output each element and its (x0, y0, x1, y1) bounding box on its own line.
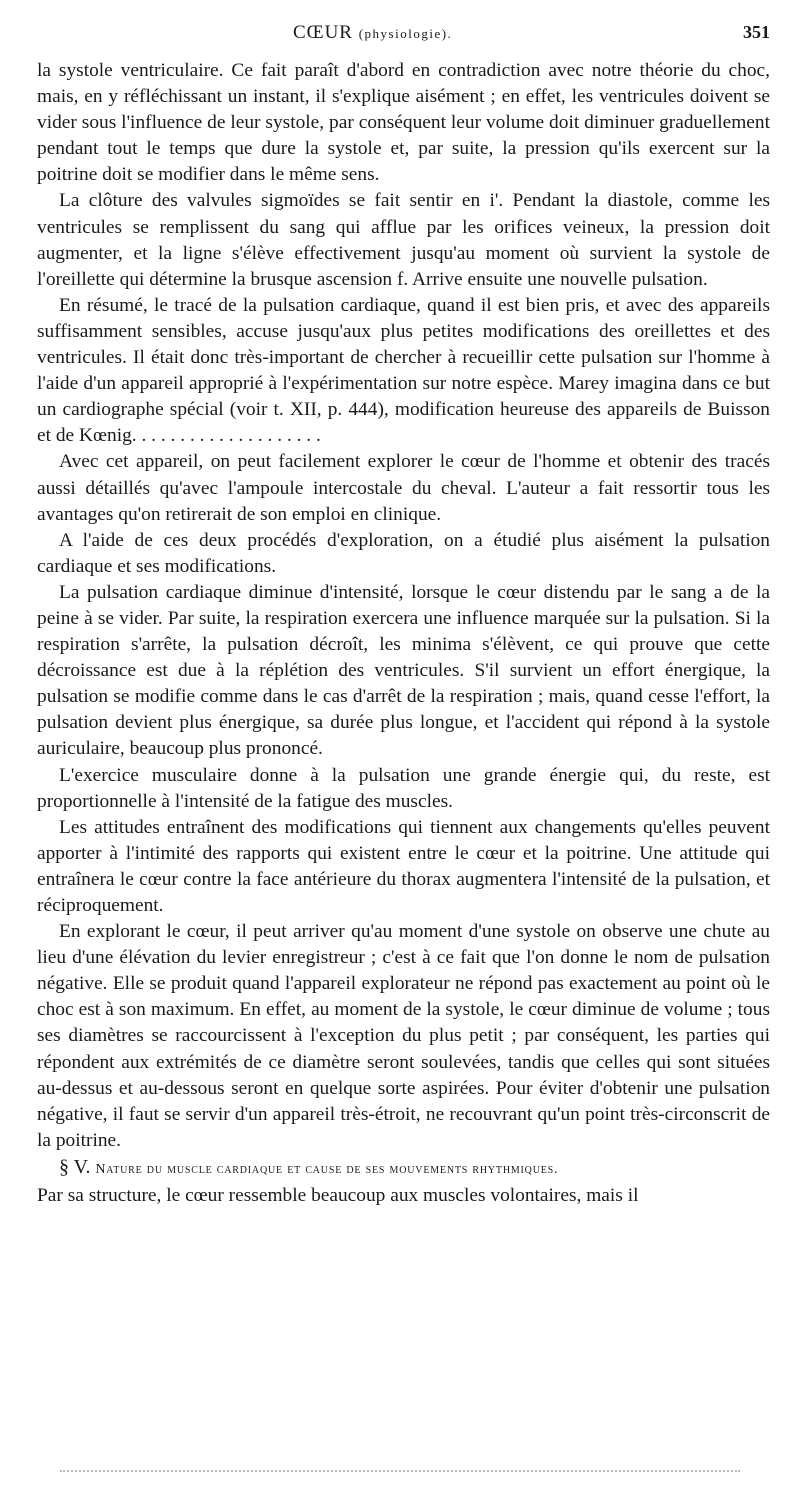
section-paragraph: Par sa structure, le cœur ressemble beaucoup aux muscles volontaires, mais il (37, 1185, 639, 1207)
title-sub: (physiologie). (358, 26, 453, 41)
paragraph: En résumé, le tracé de la pulsation cardiaque, quand il est bien pris, et avec des appareils suffisamment sensibles, accuse jusqu'aux plus petites modifications des oreillettes et des ventricules. Il était donc très-important de chercher à recueillir cette pulsation sur l'homme à l'aide d'un appareil approprié à l'expérimentation sur notre espèce. Marey imagina dans ce but un cardiographe spécial (voir t. XII, p. 444), modification heureuse des appareils de Buisson et de Kœnig. . . . . . . . . . . . . . . . . . . . (37, 294, 770, 447)
footer-rule (60, 1470, 740, 1472)
paragraph: Avec cet appareil, on peut facilement explorer le cœur de l'homme et obtenir des tracés aussi détaillés qu'avec l'ampoule intercostale du cheval. L'auteur a fait ressortir tous les avantages qu'on retirerait de son emploi en clinique. (37, 451, 770, 525)
paragraph-continued: la systole ventriculaire. Ce fait paraît d'abord en contradiction avec notre théorie du choc, mais, en y réfléchissant un instant, il s'explique aisément ; en effet, les ventricules doivent se vider sous l'influence de leur systole, par conséquent leur volume doit diminuer graduellement pendant tout le temps que dure la systole et, par suite, la pression qu'ils exercent sur la poitrine doit se modifier dans le même sens. (37, 60, 770, 186)
paragraph: La clôture des valvules sigmoïdes se fait sentir en i'. Pendant la diastole, comme les ventricules se remplissent du sang qui afflue par les orifices veineux, la pression doit augmenter, et la ligne s'élève effectivement jusqu'au moment où survient la systole de l'oreillette qui détermine la brusque ascension f. Arrive ensuite une nouvelle pulsation. (37, 190, 770, 290)
title-main: CŒUR (293, 22, 353, 43)
section-title: Nature du muscle cardiaque et cause de ses mouvements rhythmiques. (95, 1161, 559, 1177)
paragraph: A l'aide de ces deux procédés d'exploration, on a étudié plus aisément la pulsation cardiaque et ses modifications. (37, 529, 770, 577)
paragraph: La pulsation cardiaque diminue d'intensité, lorsque le cœur distendu par le sang a de la peine à se vider. Par suite, la respiration exercera une influence marquée sur la pulsation. Si la respiration s'arrête, la pulsation décroît, les minima s'élèvent, ce qui prouve que cette décroissance est due à la réplétion des ventricules. S'il survient un effort énergique, la pulsation se modifie comme dans le cas d'arrêt de la respiration ; mais, quand cesse l'effort, la pulsation devient plus énergique, sa durée plus longue, et l'accident qui répond à la systole auriculaire, beaucoup plus prononcé. (37, 581, 770, 760)
paragraph: Les attitudes entraînent des modifications qui tiennent aux changements qu'elles peuvent apporter à l'intimité des rapports qui existent entre le cœur et la poitrine. Une attitude qui entraînera le cœur contre la face antérieure du thorax augmentera l'intensité de la pulsation, et réciproquement. (37, 816, 770, 916)
section-heading (37, 1154, 770, 1183)
paragraph: L'exercice musculaire donne à la pulsation une grande énergie qui, du reste, est proportionnelle à l'intensité de la fatigue des muscles. (37, 764, 770, 812)
page-number: 351 (743, 22, 770, 42)
paragraph: En explorant le cœur, il peut arriver qu'au moment d'une systole on observe une chute au lieu d'une élévation du levier enregistreur ; c'est à ce fait que l'on donne le nom de pulsation négative. Elle se produit quand l'appareil explorateur ne répond pas exactement au point où le choc est à son maximum. En effet, au moment de la systole, le cœur diminue de volume ; tous ses diamètres se raccourcissent à l'exception du plus petit ; par conséquent, les parties qui répondent aux extrémités de ce diamètre seront soulevées, tandis que celles qui sont situées au-dessus et au-dessous seront en quelque sorte aspirées. Pour éviter d'obtenir une pulsation négative, il faut se servir d'un appareil très-étroit, ne recouvrant qu'un point très-circonscrit de la poitrine. (37, 921, 770, 1151)
running-head (37, 22, 770, 58)
running-title (293, 22, 452, 44)
body-text (37, 58, 770, 1209)
section-mark: § V. (59, 1155, 91, 1178)
